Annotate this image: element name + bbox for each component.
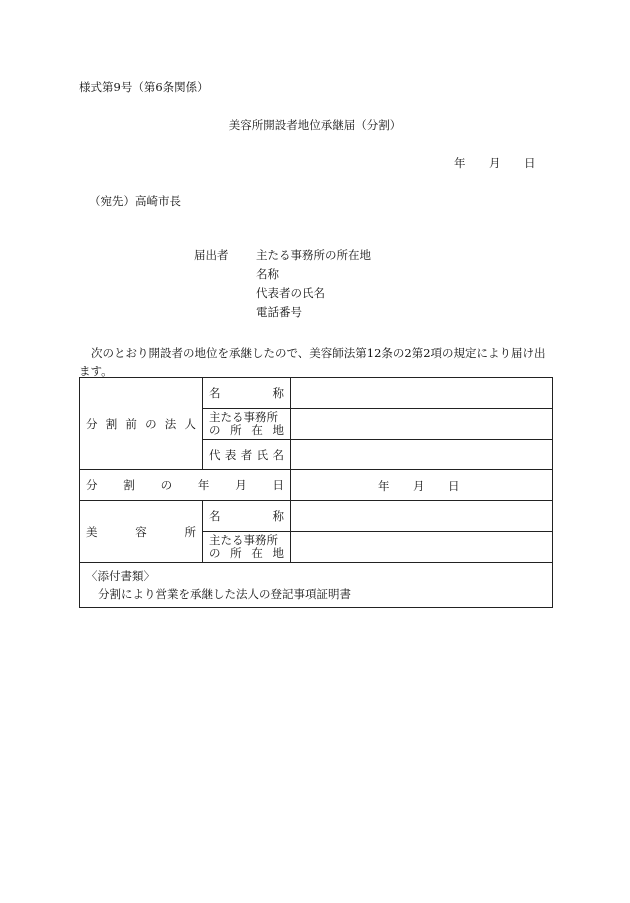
document-title: 美容所開設者地位承継届（分割） [228,118,402,132]
corp-before-name-field[interactable] [291,378,553,409]
notification-table [79,377,553,608]
applicant-field-name: 名称 [256,267,279,281]
salon-office-label: 主たる事務所 の 所 在 地 [203,532,291,563]
corp-before-name-label: 名 称 [203,378,291,409]
salon-name-field[interactable] [291,501,553,532]
salon-name-label: 名 称 [203,501,291,532]
applicant-label: 届出者 [194,248,229,262]
corp-before-office-field[interactable] [291,409,553,440]
split-date-heading: 分 割 の 年 月 日 [80,470,291,501]
addressee: （宛先）高崎市長 [89,194,181,208]
attachment-item: 分割により営業を承継した法人の登記事項証明書 [98,587,351,601]
applicant-field-representative: 代表者の氏名 [256,286,325,300]
corp-before-rep-label: 代 表 者 氏 名 [203,440,291,470]
date-year-label: 年 [454,156,466,170]
date-day-label: 日 [524,156,536,170]
applicant-fields [256,250,371,326]
split-date-field[interactable]: 年 月 日 [291,470,553,501]
applicant-field-phone: 電話番号 [256,305,302,319]
attachments-label: 〈添付書類〉 [86,569,155,583]
corp-before-office-label: 主たる事務所 の 所 在 地 [203,409,291,440]
corp-before-heading: 分 割 前 の 法 人 [80,378,203,470]
date-month-label: 月 [489,156,501,170]
salon-office-field[interactable] [291,532,553,563]
form-number: 様式第9号（第6条関係） [79,80,209,94]
salon-heading: 美 容 所 [80,501,203,563]
applicant-field-address: 主たる事務所の所在地 [256,248,371,262]
corp-before-rep-field[interactable] [291,440,553,470]
intro-text: 次のとおり開設者の地位を承継したので、美容師法第12条の2第2項の規定により届け出ます。 [79,346,546,378]
attachments-cell [80,563,553,608]
